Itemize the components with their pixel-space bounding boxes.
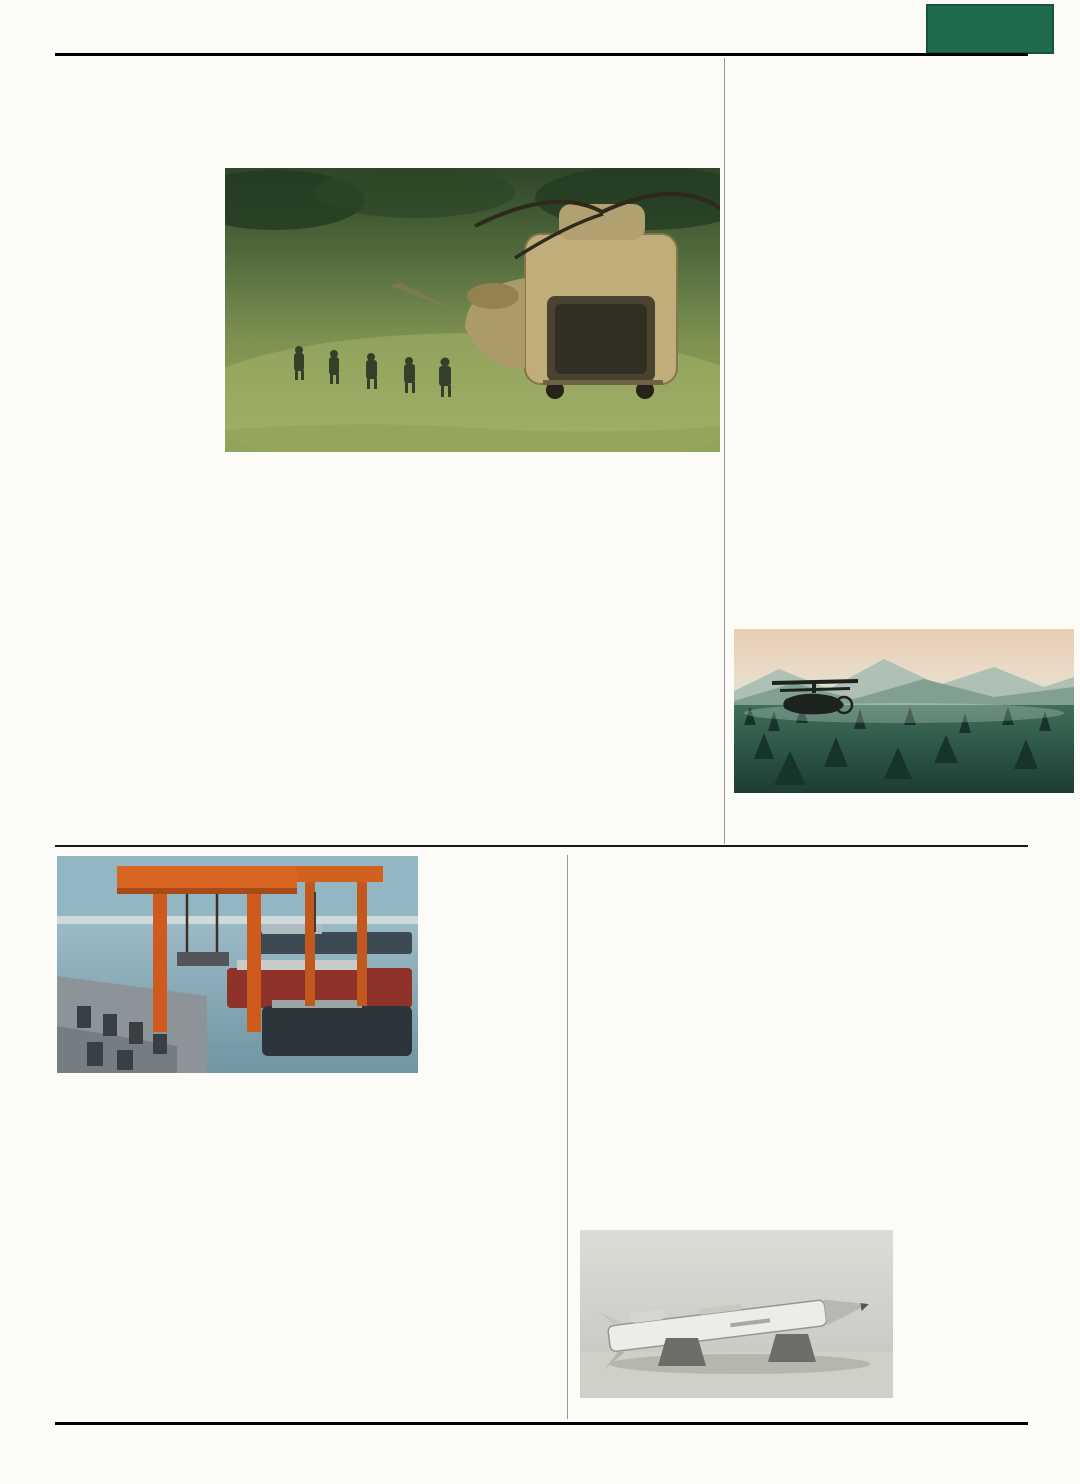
- korea-column-3: [394, 1162, 562, 1418]
- europe-column-2: [730, 950, 893, 1226]
- edition-date: [132, 27, 141, 42]
- shipyard-photo: [57, 856, 418, 1073]
- usjp-column-1: [56, 188, 217, 842]
- rotorcraft-concept-photo: [734, 629, 1074, 793]
- rotorcraft-concept-art: [734, 629, 1074, 793]
- korea-intro: [428, 879, 562, 1075]
- helicopter-photo: [225, 168, 720, 452]
- nato-column-2: [939, 423, 1075, 625]
- vertical-divider-top: [724, 58, 725, 844]
- header-rule: [55, 53, 1028, 56]
- usjp-column-3: [392, 477, 555, 843]
- usjp-column-2: [226, 477, 389, 843]
- usjp-column-4: [558, 477, 720, 843]
- missile-photo-art: [580, 1230, 893, 1398]
- korea-column-1: [56, 1162, 217, 1418]
- section-divider-rule: [55, 845, 1028, 847]
- europe-column-1: [580, 950, 721, 1226]
- vertical-divider-bottom: [567, 855, 568, 1419]
- footer-rule: [55, 1422, 1028, 1425]
- shipyard-photo-art: [57, 856, 418, 1073]
- korea-column-2: [226, 1162, 389, 1418]
- helicopter-photo-art: [225, 168, 720, 452]
- nato-column-1: [734, 57, 931, 629]
- missile-photo: [580, 1230, 893, 1398]
- europe-column-3: [901, 950, 1074, 1418]
- masthead-logo: [926, 4, 1054, 54]
